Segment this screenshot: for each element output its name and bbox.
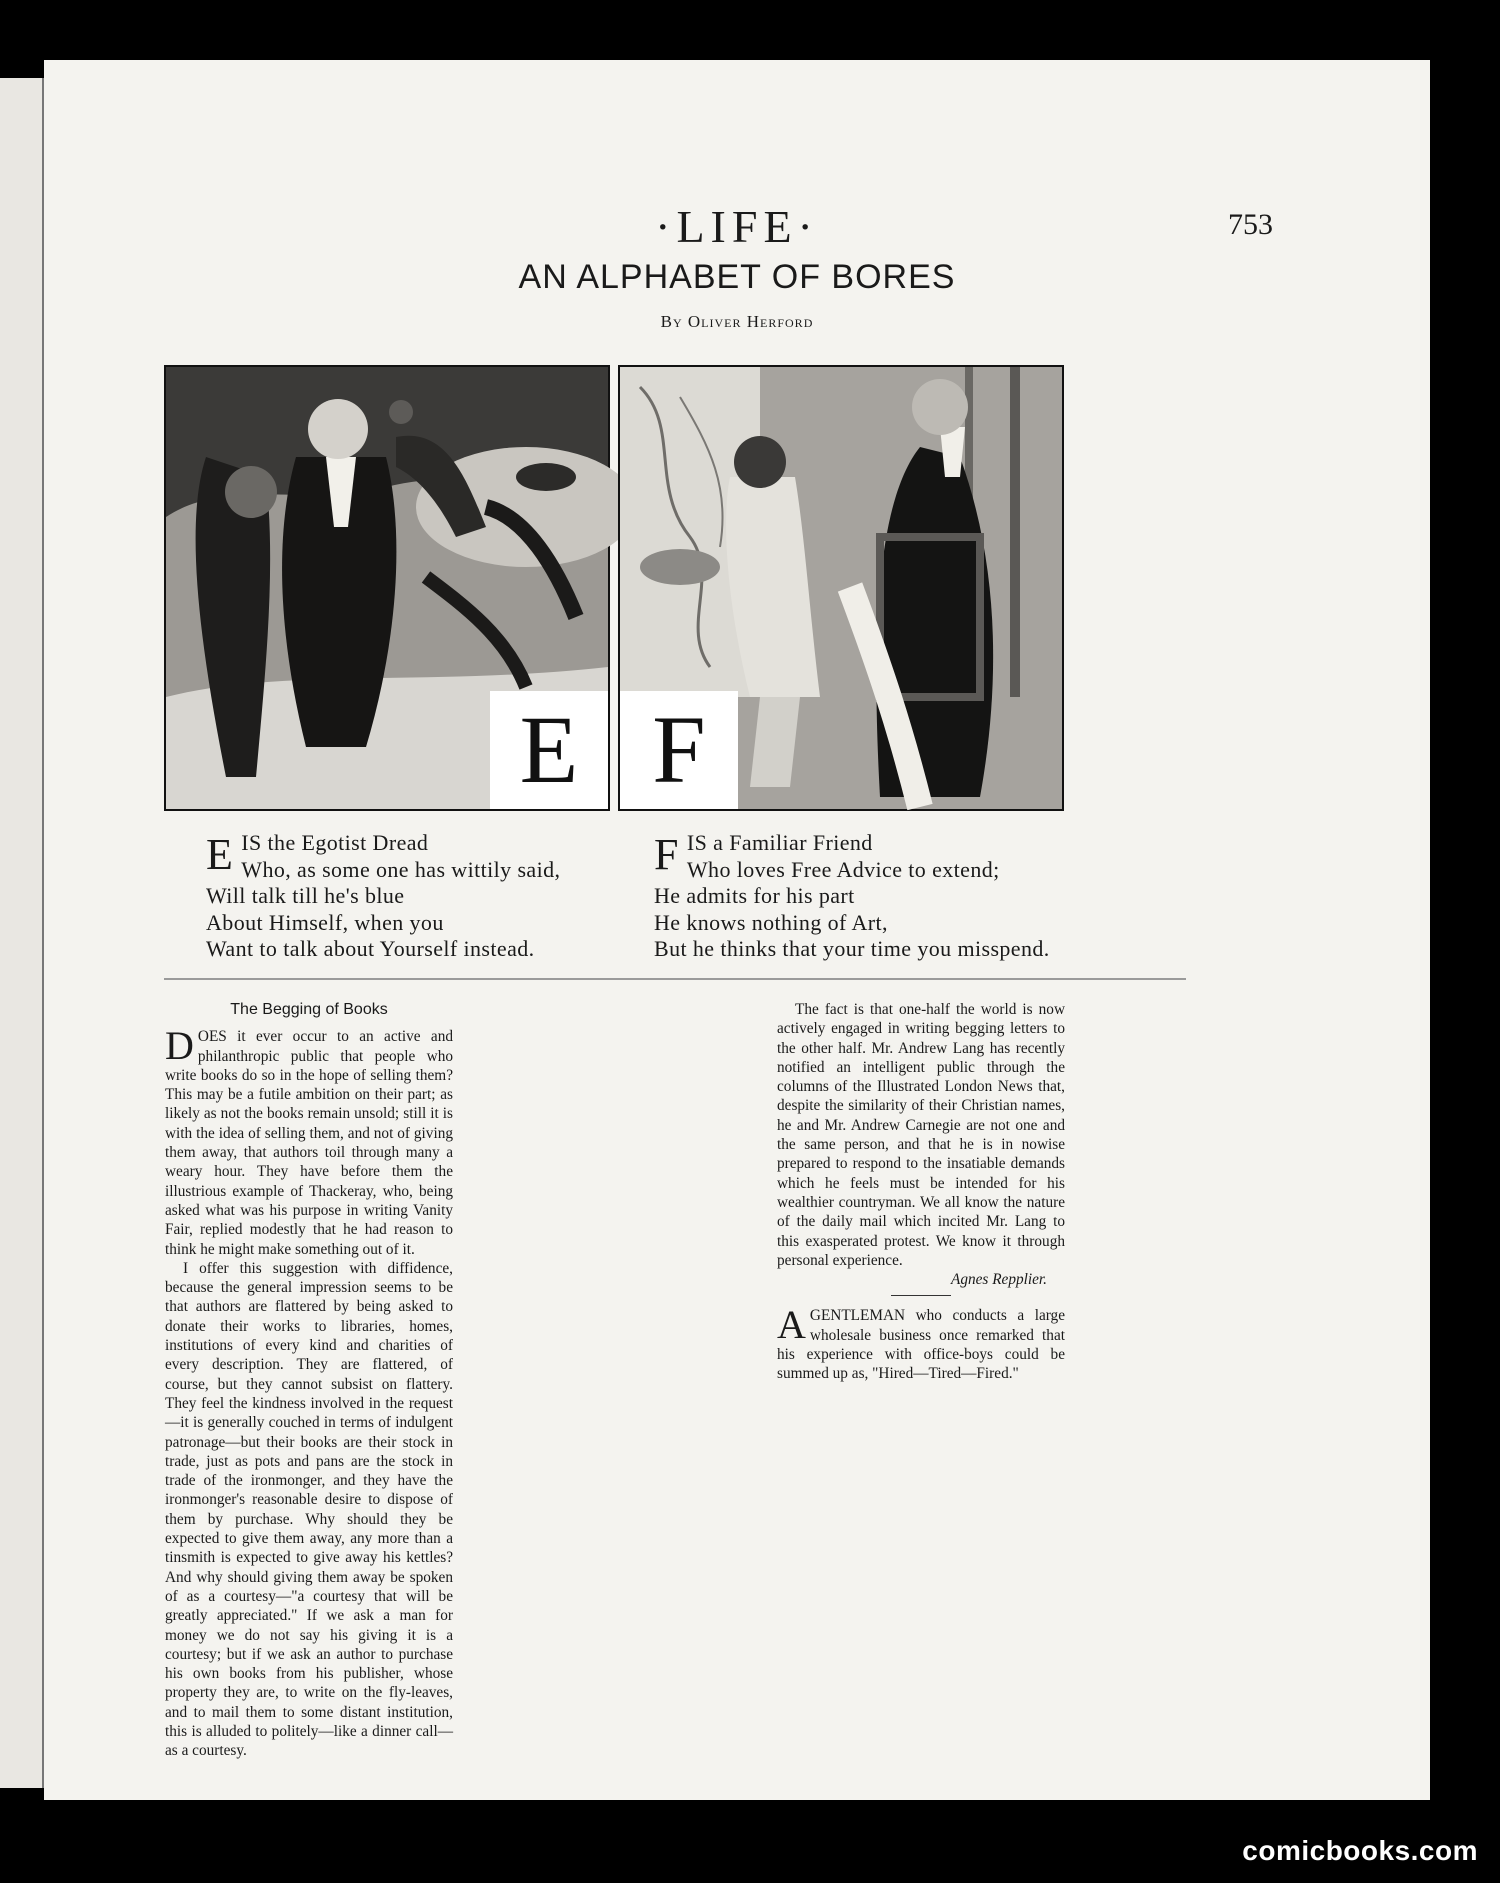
article-paragraph-2: [165, 1259, 453, 1761]
article-heading: The Begging of Books: [230, 1001, 388, 1018]
watermark: comicbooks.com: [1242, 1835, 1478, 1866]
paragraph-2-text: I offer this suggestion with diffidence, because the general impression seems to be that authors are flattered by being asked to donate their works to libraries, homes, institutions of every kind and charities of every description. They are flattered, of course, but they cannot subsist on flattery. They feel the kindness involved in the request—it is generally couched in terms of indulgent patronage—but their books are their stock in trade, just as pots and pans are the stock in trade of the ironmonger, and they have the ironmonger's reasonable desire to dispose of them by purchase. Why should they be expected to give them away, any more than a tinsmith is expected to give away his kettles? And why should giving them away be spoken of as a courtesy—"a courtesy that will be greatly appreciated." If we ask a man for money we do not say his giving it is a courtesy; but if we ask an author to purchase his own books from his publisher, whose property they are, to write on the fly-leaves, and to mail them to some distant institution, this is alluded to politely—like a dinner call—as a courtesy.: [165, 1259, 453, 1760]
article-column-1: [165, 992, 453, 1760]
verse-f-line-1: IS a Familiar Friend: [686, 830, 873, 855]
article-paragraph-1: [165, 1023, 453, 1259]
verse-f-line-3: He admits for his part: [654, 883, 855, 908]
verse-e-line-2: Who, as some one has wittily said,: [241, 856, 561, 882]
paragraph-1-text: OES it ever occur to an active and philanthropic public that people who write books do so in the hope of selling them? This may be a futile ambition on their part; as likely as not the books remain unsold; still it is with the idea of selling them, and not of giving them away, that authors toil through many a weary hour. They have before them the illustrious example of Thackeray, who, being asked what was his purpose in writing Vanity Fair, replied modestly that he had reason to think he might make something out of it.: [165, 1028, 453, 1258]
verse-e-line-3: Will talk till he's blue: [206, 883, 405, 908]
verse-f-line-5: But he thinks that your time you misspend.: [654, 936, 1050, 961]
article-column-3: [777, 992, 1065, 1384]
section-divider: [164, 978, 1186, 980]
magazine-page: [44, 60, 1430, 1800]
short-divider: [891, 1295, 951, 1296]
article-title: AN ALPHABET OF BORES: [518, 258, 956, 296]
verse-f-dropcap: F: [654, 830, 679, 879]
article-column-2: [469, 992, 757, 1422]
paragraph-1-dropcap: D: [165, 1023, 194, 1069]
anecdote-text: GENTLEMAN who conducts a large wholesale business once remarked that his experience with office-boys could be summed up as, "Hired—Tired—Fired.": [777, 1307, 1065, 1383]
article-paragraph-3: The fact is that one-half the world is now actively engaged in writing begging letters to the other half. Mr. Andrew Lang has recently notified an intelligent public through the columns of the Illustrated London News that, despite the similarity of their Christian names, he and Mr. Andrew Carnegie are not one and the same person, and that he is in nowise prepared to respond to the insatiable demands which he feels must be intended for his wealthier countryman. We all know the nature of the daily mail which incited Mr. Lang to this exasperated protest. We know it through personal experience.: [777, 1001, 1065, 1269]
verse-f-line-4: He knows nothing of Art,: [654, 909, 888, 935]
page-number: 753: [1228, 208, 1273, 241]
verse-e-dropcap: E: [206, 830, 234, 879]
anecdote-paragraph: [777, 1302, 1065, 1383]
anecdote-dropcap: A: [777, 1302, 806, 1348]
byline: By Oliver Herford: [660, 312, 814, 331]
illustration-letter-f: F: [620, 691, 738, 809]
verse-e-line-4: About Himself, when you: [206, 909, 444, 935]
verse-e-line-1: IS the Egotist Dread: [241, 830, 429, 855]
verse-f-line-2: Who loves Free Advice to extend;: [686, 856, 1000, 882]
adjacent-page-edge: [0, 78, 44, 1788]
article-signature: Agnes Repplier.: [950, 1271, 1047, 1289]
column-2-flow: [469, 600, 757, 859]
illustration-letter-e: E: [490, 691, 608, 809]
masthead: ·LIFE·: [655, 201, 819, 252]
verse-e-line-5: Want to talk about Yourself instead.: [206, 936, 535, 961]
